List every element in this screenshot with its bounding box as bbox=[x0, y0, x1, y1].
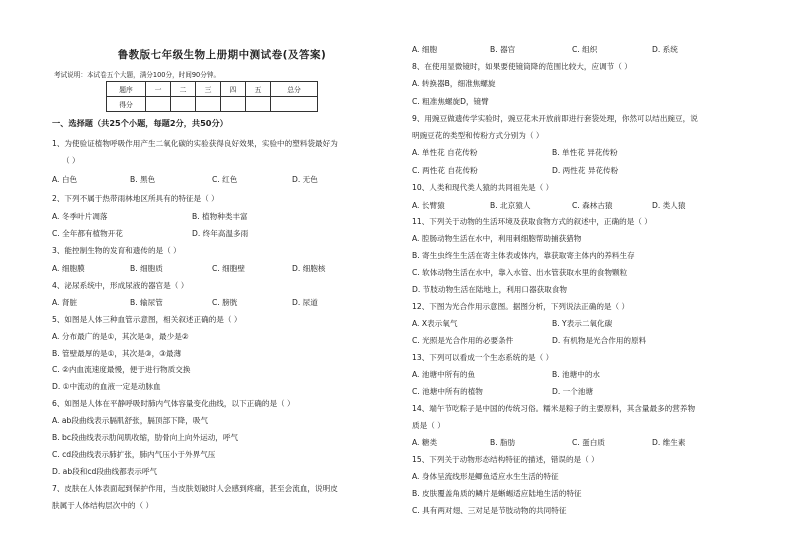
question-7-continued: 肤属于人体结构层次中的（ ） bbox=[52, 501, 154, 510]
question-7-options bbox=[412, 44, 678, 55]
question-11: 11、下列关于动物的生活环境及获取食物方式的叙述中，正确的是（ ） bbox=[412, 217, 652, 226]
score-cell bbox=[221, 97, 246, 112]
score-cell bbox=[196, 97, 221, 112]
question-2-options-row1 bbox=[52, 211, 248, 222]
question-12: 12、下图为光合作用示意图。据图分析，下列说法正确的是（ ） bbox=[412, 302, 630, 311]
option-c: C. 蛋白质 bbox=[572, 438, 605, 447]
question-5-option-a: A. 分布最广的是①，其次是③，最少是② bbox=[52, 332, 189, 341]
score-header-cell: 四 bbox=[221, 82, 246, 97]
question-11-option-c: C. 软体动物生活在水中，靠入水管、出水管获取水里的食物颗粒 bbox=[412, 268, 628, 277]
question-15-option-a: A. 身体呈流线形是鲫鱼适应水生生活的特征 bbox=[412, 472, 559, 481]
option-c: C. 光照是光合作用的必要条件 bbox=[412, 336, 514, 345]
option-b: B. 单性花 异花传粉 bbox=[552, 148, 618, 157]
score-header-cell: 一 bbox=[146, 82, 171, 97]
question-14-options bbox=[412, 437, 685, 448]
question-1-options bbox=[52, 174, 318, 185]
option-a: A. 细胞 bbox=[412, 45, 438, 54]
option-b: B. 池塘中的水 bbox=[552, 370, 601, 379]
option-c: C. 膀胱 bbox=[212, 298, 238, 307]
question-10: 10、人类和现代类人猿的共同祖先是（ ） bbox=[412, 183, 554, 192]
score-table-score-row bbox=[107, 97, 318, 112]
question-5-option-b: B. 管壁最厚的是①，其次是③，③最薄 bbox=[52, 349, 182, 358]
question-8-option-cd: C. 粗准焦螺旋D，镜臂 bbox=[412, 97, 489, 106]
option-d: D. 细胞核 bbox=[292, 264, 326, 273]
score-table bbox=[106, 81, 318, 112]
option-a: A. 单性花 自花传粉 bbox=[412, 148, 478, 157]
option-b: B. 植物种类丰富 bbox=[192, 212, 248, 221]
question-6: 6、如图是人体在平静呼吸时肺内气体容量变化曲线，以下正确的是（ ） bbox=[52, 399, 295, 408]
score-header-cell: 五 bbox=[246, 82, 271, 97]
question-11-option-a: A. 腔肠动物生活在水中，利用刺细胞帮助捕获猎物 bbox=[412, 234, 582, 243]
option-a: A. 糖类 bbox=[412, 438, 438, 447]
question-15: 15、下列关于动物形态结构特征的描述，错误的是（ ） bbox=[412, 455, 599, 464]
score-header-cell: 三 bbox=[196, 82, 221, 97]
question-6-option-a: A. ab段曲线表示膈肌舒张，膈顶部下降，吸气 bbox=[52, 416, 209, 425]
option-c: C. 全年都有植物开花 bbox=[52, 229, 123, 238]
question-5-option-d: D. ①中流动的血液一定是动脉血 bbox=[52, 382, 161, 391]
question-12-options-row1 bbox=[412, 318, 612, 329]
question-2-options-row2 bbox=[52, 228, 248, 239]
question-1: 1、为使验证植物呼吸作用产生二氧化碳的实验获得良好效果，实验中的塑料袋最好为 bbox=[52, 139, 338, 148]
question-3: 3、能控制生物的发育和遗传的是（ ） bbox=[52, 246, 181, 255]
score-header-cell: 二 bbox=[171, 82, 196, 97]
option-c: C. 红色 bbox=[212, 175, 238, 184]
question-13: 13、下列可以看成一个生态系统的是（ ） bbox=[412, 353, 554, 362]
option-a: A. 冬季叶片凋落 bbox=[52, 212, 108, 221]
option-c: C. 细胞壁 bbox=[212, 264, 245, 273]
option-c: C. 池塘中所有的植物 bbox=[412, 387, 483, 396]
question-9-options-row2 bbox=[412, 165, 618, 176]
score-table-header-row bbox=[107, 82, 318, 97]
section-heading: 一、选择题（共25个小题，每题2分，共50分） bbox=[52, 118, 228, 128]
score-cell bbox=[171, 97, 196, 112]
question-12-options-row2 bbox=[412, 335, 646, 346]
option-d: D. 维生素 bbox=[652, 438, 686, 447]
option-a: A. 白色 bbox=[52, 175, 78, 184]
score-row-label: 得分 bbox=[107, 97, 146, 112]
question-7: 7、皮肤在人体表面起到保护作用，当皮肤划破时人会感到疼痛，甚至会流血，说明皮 bbox=[52, 484, 338, 493]
option-d: D. 两性花 异花传粉 bbox=[552, 166, 619, 175]
option-a: A. 细胞膜 bbox=[52, 264, 85, 273]
option-c: C. 森林古猿 bbox=[572, 201, 613, 210]
question-6-option-b: B. bc段曲线表示肋间肌收缩，肋骨向上向外运动，呼气 bbox=[52, 433, 239, 442]
exam-instructions: 考试说明：本试卷五个大题，满分100分，时间90分钟。 bbox=[54, 71, 221, 79]
option-b: B. 输尿管 bbox=[130, 298, 163, 307]
question-9-continued: 明豌豆花的类型和传粉方式分别为（ ） bbox=[412, 131, 544, 140]
score-header-cell: 总分 bbox=[271, 82, 318, 97]
option-b: B. 脂肪 bbox=[490, 438, 516, 447]
question-11-option-b: B. 寄生虫终生生活在寄主体表或体内，靠获取寄主体内的养料生存 bbox=[412, 251, 635, 260]
option-d: D. 终年高温多雨 bbox=[192, 229, 249, 238]
question-4: 4、泌尿系统中，形成尿液的器官是（ ） bbox=[52, 281, 189, 290]
question-2: 2、下列不属于热带雨林地区所具有的特征是（ ） bbox=[52, 194, 219, 203]
score-cell bbox=[271, 97, 318, 112]
score-cell bbox=[146, 97, 171, 112]
page-title: 鲁教版七年级生物上册期中测试卷(及答案) bbox=[117, 49, 327, 61]
question-15-option-c: C. 具有两对翅、三对足是节肢动物的共同特征 bbox=[412, 506, 567, 515]
question-11-option-d: D. 节肢动物生活在陆地上，利用口器获取食物 bbox=[412, 285, 567, 294]
option-d: D. 系统 bbox=[652, 45, 678, 54]
option-a: A. 池塘中所有的鱼 bbox=[412, 370, 476, 379]
question-5-option-c: C. ②内血流速度最慢，便于进行物质交换 bbox=[52, 365, 191, 374]
question-4-options bbox=[52, 297, 318, 308]
score-header-cell: 题序 bbox=[107, 82, 146, 97]
option-b: B. 细胞质 bbox=[130, 264, 163, 273]
question-8-option-ab: A. 转换器B，细准焦螺旋 bbox=[412, 79, 496, 88]
option-a: A. 长臂猿 bbox=[412, 201, 445, 210]
option-b: B. 北京猿人 bbox=[490, 201, 531, 210]
question-5: 5、如图是人体三种血管示意图，相关叙述正确的是（ ） bbox=[52, 315, 242, 324]
score-cell bbox=[246, 97, 271, 112]
question-15-option-b: B. 皮肤覆盖角质的鳞片是蜥蜴适应陆地生活的特征 bbox=[412, 489, 582, 498]
question-6-option-c: C. cd段曲线表示肺扩张，肺内气压小于外界气压 bbox=[52, 450, 216, 459]
question-9: 9、用豌豆做遗传学实验时，豌豆花未开放前即进行套袋处理，你然可以结出豌豆，说 bbox=[412, 114, 698, 123]
question-10-options bbox=[412, 200, 685, 211]
question-13-options-row2 bbox=[412, 386, 593, 397]
option-d: D. 无色 bbox=[292, 175, 318, 184]
question-14: 14、端午节吃粽子是中国的传统习俗。糯米是粽子的主要原料，其含量最多的营养物 bbox=[412, 404, 696, 413]
option-c: C. 组织 bbox=[572, 45, 598, 54]
option-a: A. 肾脏 bbox=[52, 298, 78, 307]
question-1-blank: （ ） bbox=[62, 156, 80, 165]
option-c: C. 两性花 自花传粉 bbox=[412, 166, 478, 175]
option-d: D. 一个池塘 bbox=[552, 387, 594, 396]
question-14-continued: 质是（ ） bbox=[412, 421, 445, 430]
option-b: B. Y表示二氧化碳 bbox=[552, 319, 613, 328]
option-a: A. X表示氧气 bbox=[412, 319, 458, 328]
option-d: D. 有机物是光合作用的原料 bbox=[552, 336, 647, 345]
option-b: B. 黑色 bbox=[130, 175, 156, 184]
option-d: D. 尿道 bbox=[292, 298, 318, 307]
option-d: D. 类人猿 bbox=[652, 201, 686, 210]
question-3-options bbox=[52, 263, 325, 274]
option-b: B. 器官 bbox=[490, 45, 516, 54]
question-13-options-row1 bbox=[412, 369, 600, 380]
question-9-options-row1 bbox=[412, 147, 618, 158]
question-8: 8、在使用显微镜时，如果要使镜筒降的范围比较大，应调节（ ） bbox=[412, 62, 632, 71]
question-6-option-d: D. ab段和cd段曲线都表示呼气 bbox=[52, 467, 158, 476]
